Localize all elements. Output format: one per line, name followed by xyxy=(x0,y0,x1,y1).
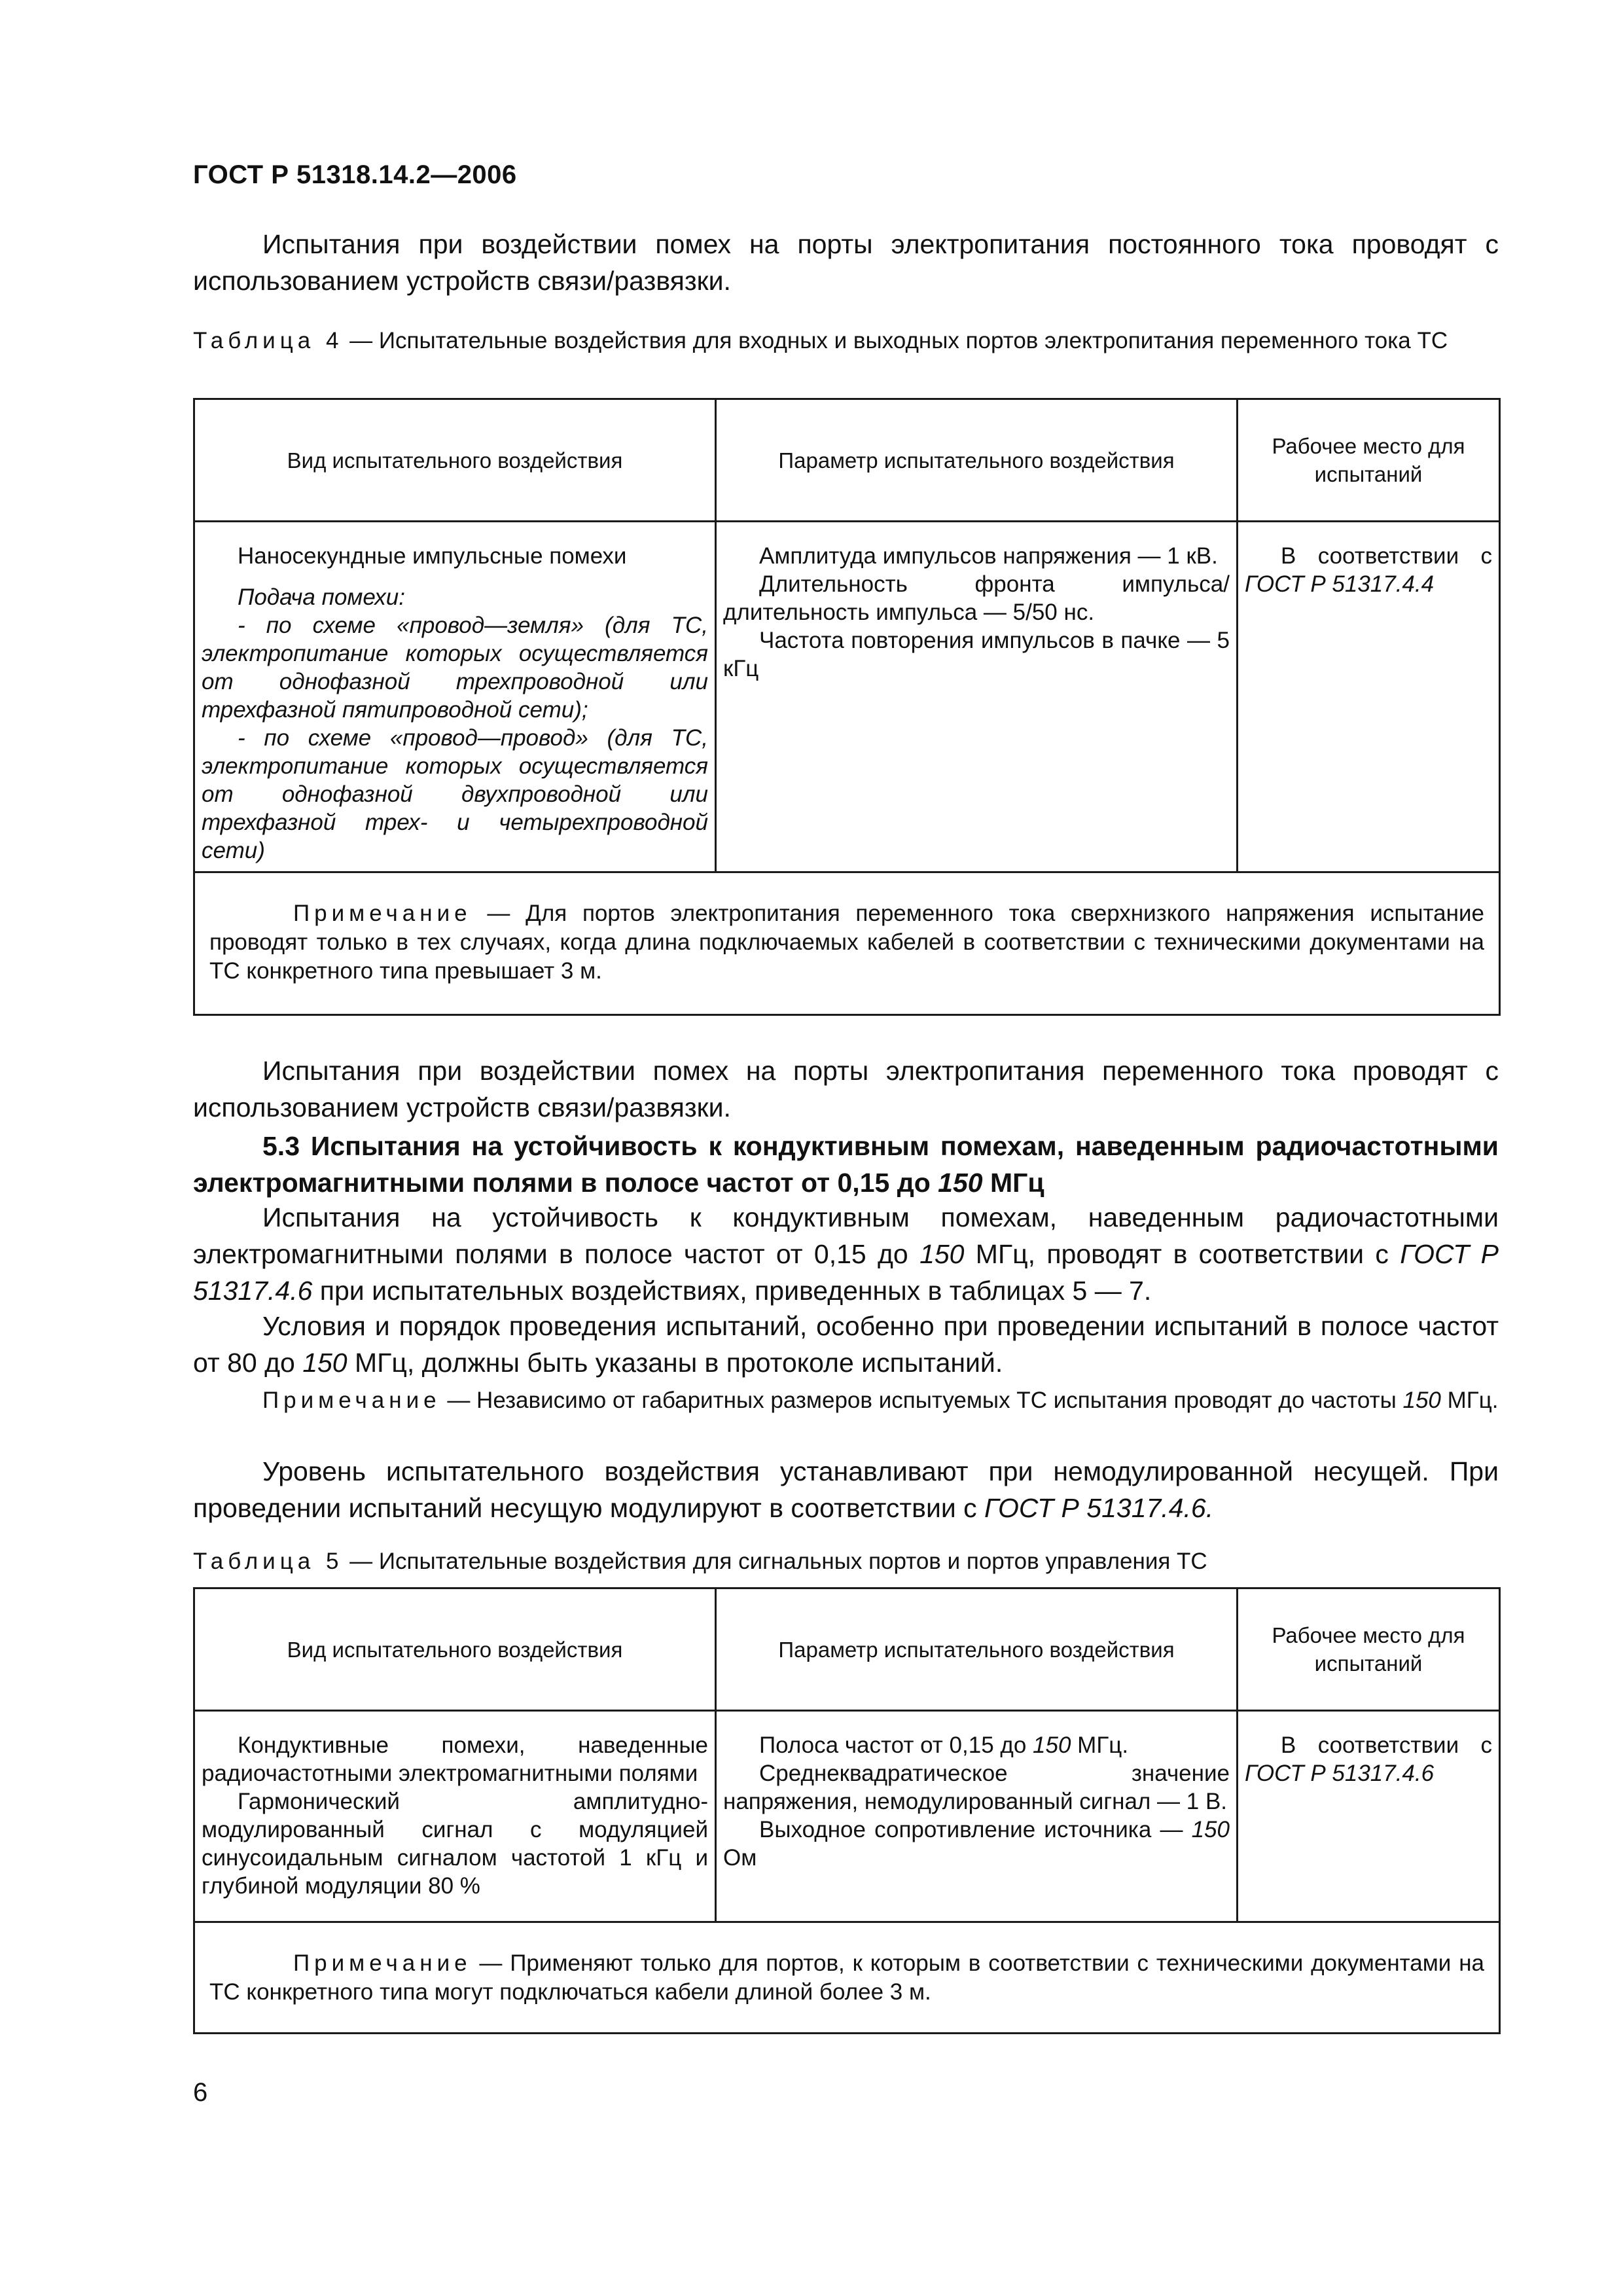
table4-caption xyxy=(193,325,1499,356)
table4-note-row xyxy=(194,872,1500,1015)
paragraph-test-level: Уровень испытательного воздействия устанавливают при немодулированной несущей. При проведении испытаний несущую модулируют в соответствии с ГОСТ Р 51317.4.6. xyxy=(193,1456,1499,1523)
document-header: ГОСТ Р 51318.14.2—2006 xyxy=(193,160,517,189)
table4-header-cell: Рабочее место для испытаний xyxy=(1238,399,1500,522)
table5-type-text: Гармонический амплитудно-модулированный сигнал с модуляцией синусоидальным сигналом частотой 1 кГц и глубиной модуляции 80 % xyxy=(202,1789,708,1899)
table4-param: Частота повторения импульсов в пачке — 5 кГц xyxy=(723,628,1230,681)
table5-header-cell: Параметр испытательного воздействия xyxy=(716,1588,1238,1711)
table4-body-row xyxy=(194,522,1500,872)
table4-note: Примечание — Для портов электропитания переменного тока сверхнизкого напряжения испытание проводят только в тех случаях, когда длина подключаемых кабелей в соответствии с техническими документами на ТС конкретного типа превышает 3 м. xyxy=(194,872,1500,1015)
table4-cell-workplace xyxy=(1238,522,1500,872)
table5-header-row xyxy=(194,1588,1500,1711)
table5-type-text: Кондуктивные помехи, наведенные радиочастотными электромагнитными полями xyxy=(202,1732,708,1786)
table4-cell-params xyxy=(716,522,1238,872)
table5-param: Полоса частот от 0,15 до 150 МГц. xyxy=(759,1732,1129,1758)
table4-cell-type xyxy=(194,522,716,872)
table4-feed-item: - по схеме «провод—провод» (для ТС, электропитание которых осуществляется от однофазной двухпроводной или трехфазной трех- и четырехпроводной сети) xyxy=(202,725,708,863)
table5-caption-text: — Испытательные воздействия для сигнальных портов и портов управления ТС xyxy=(343,1549,1207,1574)
paragraph-5-3a: Испытания на устойчивость к кондуктивным помехам, наведенным радиочастотными электромагнитными полями в полосе частот от 0,15 до 150 МГц, проводят в соответствии с ГОСТ Р 51317.4.6 при испытательных воздействиях, приведенных в таблицах 5 — 7. xyxy=(193,1202,1499,1306)
table5-caption-label: Таблица 5 xyxy=(193,1549,344,1574)
table-5 xyxy=(193,1587,1501,2034)
standard-reference: ГОСТ Р 51317.4.6 xyxy=(193,1239,1499,1306)
section-5-3-heading: 5.3 Испытания на устойчивость к кондуктивным помехам, наведенным радиочастотными электромагнитными полями в полосе частот от 0,15 до 150 МГц xyxy=(193,1131,1499,1198)
table4-caption-label: Таблица 4 xyxy=(193,328,344,353)
note-5-3: Примечание — Независимо от габаритных размеров испытуемых ТС испытания проводят до частоты 150 МГц. xyxy=(262,1388,1499,1413)
paragraph-5-3b: Условия и порядок проведения испытаний, особенно при проведении испытаний в полосе частот от 80 до 150 МГц, должны быть указаны в протоколе испытаний. xyxy=(193,1311,1499,1378)
standard-reference: ГОСТ Р 51317.4.6. xyxy=(984,1493,1214,1523)
standard-reference: ГОСТ Р 51317.4.6 xyxy=(1245,1761,1435,1786)
table5-body-row xyxy=(194,1711,1500,1922)
table5-note-row xyxy=(194,1922,1500,2034)
table4-param: Амплитуда импульсов напряжения — 1 кВ. xyxy=(759,543,1218,569)
table4-feed-label: Подача помехи: xyxy=(238,584,405,610)
standard-reference: ГОСТ Р 51317.4.4 xyxy=(1245,571,1435,597)
table4-caption-text: — Испытательные воздействия для входных и выходных портов электропитания переменного тока ТС xyxy=(343,328,1448,353)
table5-note: Примечание — Применяют только для портов, к которым в соответствии с техническими документами на ТС конкретного типа могут подключаться кабели длиной более 3 м. xyxy=(194,1922,1500,2034)
table5-caption xyxy=(193,1546,1499,1577)
table5-cell-workplace xyxy=(1238,1711,1500,1922)
table5-header-cell: Рабочее место для испытаний xyxy=(1238,1588,1500,1711)
table4-workplace-text: В соответствии с ГОСТ Р 51317.4.4 xyxy=(1245,543,1492,597)
table4-type-title: Наносекундные импульсные помехи xyxy=(238,543,627,569)
table5-header-cell: Вид испытательного воздействия xyxy=(194,1588,716,1711)
table5-param: Среднеквадратическое значение напряжения, немодулированный сигнал — 1 В. xyxy=(723,1761,1230,1814)
table5-cell-params xyxy=(716,1711,1238,1922)
paragraph-after-table4: Испытания при воздействии помех на порты электропитания переменного тока проводят с использованием устройств связи/развязки. xyxy=(193,1056,1499,1122)
table5-cell-type xyxy=(194,1711,716,1922)
table5-workplace-text: В соответствии с ГОСТ Р 51317.4.6 xyxy=(1245,1732,1492,1786)
table4-header-cell: Вид испытательного воздействия xyxy=(194,399,716,522)
table4-param: Длительность фронта импульса/длительность импульса — 5/50 нс. xyxy=(723,571,1230,625)
table4-feed-item: - по схеме «провод—земля» (для ТС, электропитание которых осуществляется от однофазной трехпроводной или трехфазной пятипроводной сети); xyxy=(202,613,708,723)
page-number: 6 xyxy=(193,2078,208,2107)
table-4 xyxy=(193,398,1501,1016)
table4-header-row xyxy=(194,399,1500,522)
table5-param: Выходное сопротивление источника — 150 Ом xyxy=(723,1817,1230,1871)
intro-paragraph: Испытания при воздействии помех на порты электропитания постоянного тока проводят с использованием устройств связи/развязки. xyxy=(193,229,1499,296)
table4-header-cell: Параметр испытательного воздействия xyxy=(716,399,1238,522)
